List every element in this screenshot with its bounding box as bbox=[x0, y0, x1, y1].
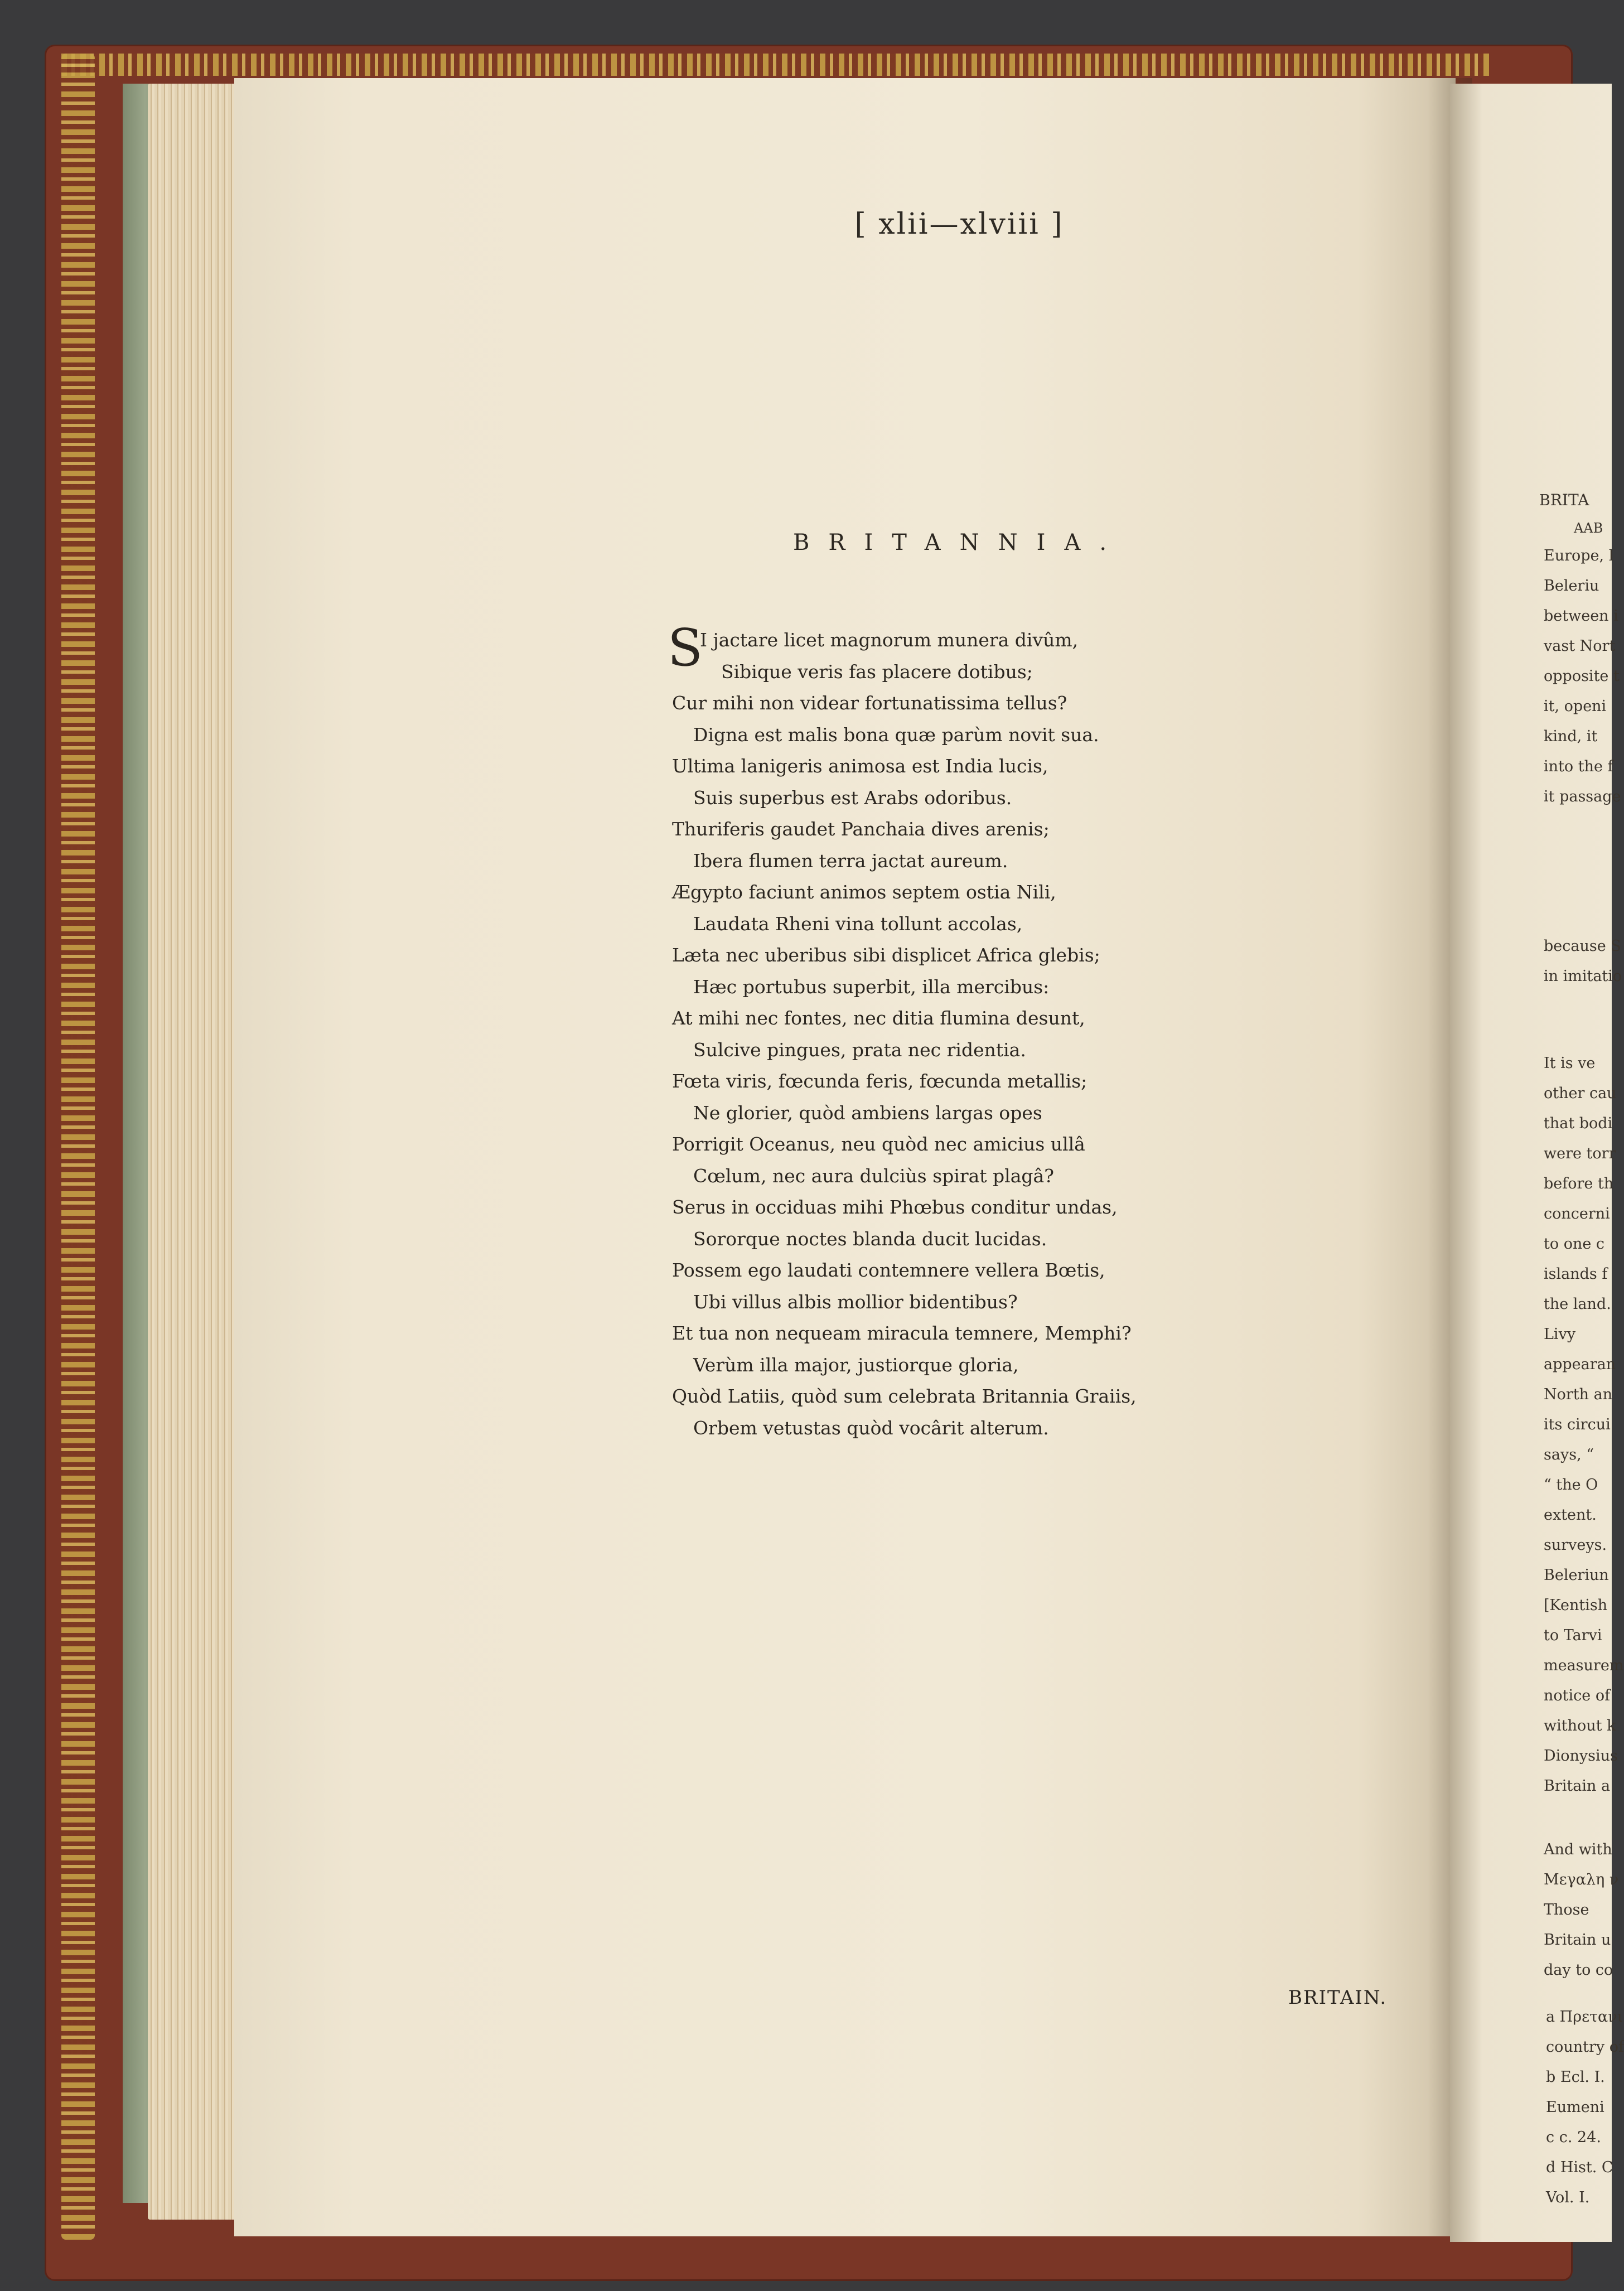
poem-line: At mihi nec fontes, nec ditia flumina desunt, bbox=[672, 1007, 1085, 1029]
next-page-line: Britain a bbox=[1544, 1777, 1611, 1795]
page-edges bbox=[148, 84, 240, 2220]
next-page-line: extent. bbox=[1544, 1506, 1597, 1524]
next-page-line: c c. 24. bbox=[1546, 2129, 1601, 2146]
poem-line: Ibera flumen terra jactat aureum. bbox=[693, 849, 1008, 872]
next-page-line: And with bbox=[1544, 1841, 1612, 1858]
next-page-line: islands f bbox=[1544, 1265, 1608, 1283]
next-page-line: Beleriu bbox=[1544, 577, 1599, 594]
next-page-block-top bbox=[1544, 541, 1621, 812]
catchword: BRITAIN. bbox=[1288, 1986, 1388, 2009]
next-page-line: “ the O bbox=[1544, 1476, 1598, 1494]
next-page-line: opposite t bbox=[1544, 668, 1620, 685]
poem-line: Orbem vetustas quòd vocârit alterum. bbox=[693, 1417, 1049, 1439]
next-page-line: measurem bbox=[1544, 1657, 1624, 1674]
next-page-line: Livy bbox=[1544, 1326, 1576, 1343]
poem-line: Cœlum, nec aura dulciùs spirat plagâ? bbox=[693, 1164, 1054, 1187]
poem-line: Sulcive pingues, prata nec ridentia. bbox=[693, 1038, 1026, 1061]
next-page-line: other cau bbox=[1544, 1085, 1617, 1102]
poem-line: Sibique veris fas placere dotibus; bbox=[721, 660, 1033, 683]
poem-line: Suis superbus est Arabs odoribus. bbox=[693, 786, 1012, 809]
next-page-line: surveys. bbox=[1544, 1536, 1607, 1554]
next-page-block-main bbox=[1544, 1048, 1623, 1801]
next-page-line: Dionysius bbox=[1544, 1747, 1618, 1765]
poem-line: Digna est malis bona quæ parùm novit sua. bbox=[693, 723, 1099, 746]
page-range-header: [ xlii—xlviii ] bbox=[854, 207, 1064, 241]
drop-cap: S bbox=[668, 618, 703, 678]
next-page-line: a Πρετανι bbox=[1546, 2008, 1623, 2026]
next-page-line: it, openi bbox=[1544, 698, 1607, 715]
poem-line: Laudata Rheni vina tollunt accolas, bbox=[693, 912, 1023, 935]
next-page-line-aab: AAB bbox=[1574, 520, 1603, 536]
poem-line: Læta nec uberibus sibi displicet Africa glebis; bbox=[672, 944, 1100, 966]
next-page-line: without k bbox=[1544, 1717, 1616, 1734]
next-page-line: because S bbox=[1544, 937, 1621, 955]
poem-line: Quòd Latiis, quòd sum celebrata Britannia Graiis, bbox=[672, 1385, 1137, 1407]
next-page-line: country of bbox=[1546, 2038, 1624, 2056]
poem-line: Ægypto faciunt animos septem ostia Nili, bbox=[672, 881, 1056, 903]
poem-line: Ultima lanigeris animosa est India lucis, bbox=[672, 755, 1048, 777]
next-page-line: [Kentish bbox=[1544, 1597, 1608, 1614]
next-page-line: Britain u bbox=[1544, 1931, 1611, 1949]
next-page-line: kind, it bbox=[1544, 728, 1598, 745]
gilt-border-left bbox=[61, 54, 95, 2240]
poem-line: Ubi villus albis mollior bidentibus? bbox=[693, 1290, 1018, 1313]
next-page-line: d Hist. C bbox=[1546, 2159, 1613, 2176]
next-page-line: Those bbox=[1544, 1901, 1589, 1918]
poem-line: Et tua non nequeam miracula temnere, Memphi? bbox=[672, 1322, 1132, 1344]
next-page-line: day to co bbox=[1544, 1961, 1613, 1979]
next-page-line: it passage bbox=[1544, 788, 1621, 805]
next-page bbox=[1450, 84, 1624, 2242]
next-page-line: says, “ bbox=[1544, 1446, 1594, 1463]
poem-line: Porrigit Oceanus, neu quòd nec amicius ullâ bbox=[672, 1133, 1085, 1155]
next-page-line: in imitatio bbox=[1544, 968, 1622, 985]
next-page-line: were torr bbox=[1544, 1145, 1616, 1162]
poem-line: Thuriferis gaudet Panchaia dives arenis; bbox=[672, 818, 1050, 840]
next-page-line: to Tarvi bbox=[1544, 1627, 1602, 1644]
gilt-border-top bbox=[61, 54, 1489, 76]
next-page-line: Eumeni bbox=[1546, 2099, 1604, 2116]
next-page-line: the land. bbox=[1544, 1296, 1611, 1313]
next-page-line: Beleriun bbox=[1544, 1567, 1609, 1584]
next-page-line: into the f bbox=[1544, 758, 1613, 775]
poem-body bbox=[668, 618, 1230, 1444]
poem-line: I jactare licet magnorum munera divûm, bbox=[700, 629, 1079, 651]
next-page-line: It is ve bbox=[1544, 1055, 1596, 1072]
next-page-line: Vol. I. bbox=[1546, 2189, 1590, 2206]
next-page-cap-letter: B bbox=[1539, 492, 1550, 509]
next-page-line: North an bbox=[1544, 1386, 1613, 1403]
poem-line: Ne glorier, quòd ambiens largas opes bbox=[693, 1101, 1042, 1124]
poem-line: Fœta viris, fœcunda feris, fœcunda metallis; bbox=[672, 1070, 1088, 1092]
next-page-line: vast Nort bbox=[1544, 637, 1616, 655]
next-page-line: notice of bbox=[1544, 1687, 1611, 1704]
poem-lines bbox=[672, 625, 1230, 1444]
poem-line: Hæc portubus superbit, illa mercibus: bbox=[693, 975, 1050, 998]
next-page-block-low bbox=[1544, 1835, 1618, 1985]
poem-line: Cur mihi non videar fortunatissima tellus? bbox=[672, 692, 1067, 714]
next-page-line: concerni bbox=[1544, 1205, 1610, 1222]
poem-line: Possem ego laudati contemnere vellera Bœtis, bbox=[672, 1259, 1105, 1281]
next-page-line: that bodi bbox=[1544, 1115, 1613, 1132]
next-page-line: appearan bbox=[1544, 1356, 1616, 1373]
next-page-line: Μεγαλη ν bbox=[1544, 1871, 1619, 1888]
next-page-line: b Ecl. I. bbox=[1546, 2068, 1605, 2086]
poem-line: Verùm illa major, justiorque gloria, bbox=[693, 1354, 1019, 1376]
next-page-cap-rest: RITA bbox=[1550, 491, 1589, 509]
next-page-line: before th bbox=[1544, 1175, 1614, 1192]
next-page-line: its circui bbox=[1544, 1416, 1611, 1433]
next-page-line: between i bbox=[1544, 607, 1618, 625]
poem-line: Sororque noctes blanda ducit lucidas. bbox=[693, 1227, 1047, 1250]
next-page-line: Europe, l bbox=[1544, 547, 1614, 564]
poem-title: BRITANNIA. bbox=[792, 530, 1126, 555]
next-page-footnotes bbox=[1546, 2002, 1624, 2213]
next-page-block-mid bbox=[1544, 931, 1622, 992]
next-page-line: to one c bbox=[1544, 1235, 1605, 1253]
next-page-dropcap bbox=[1539, 485, 1589, 516]
poem-line: Serus in occiduas mihi Phœbus conditur undas, bbox=[672, 1196, 1118, 1218]
